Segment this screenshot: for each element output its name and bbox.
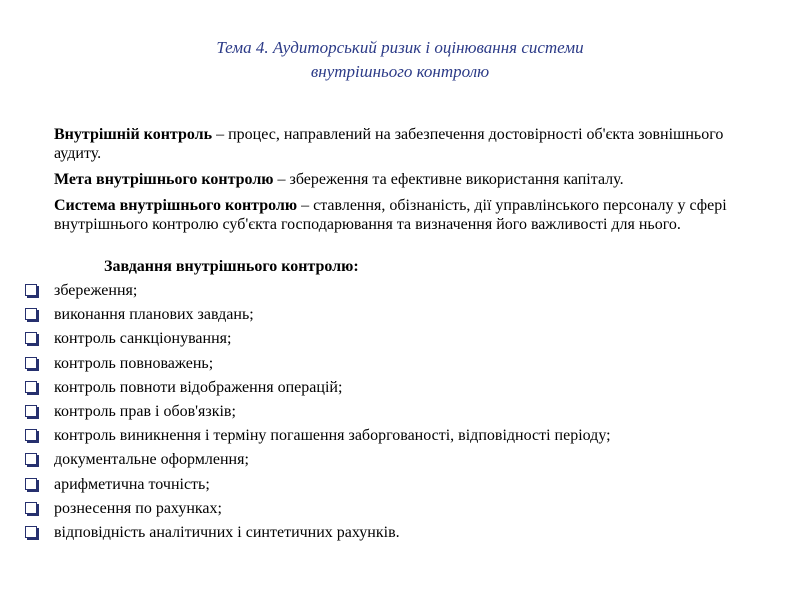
- list-item: [0, 523, 800, 547]
- hollow-square-bullet-icon: [25, 332, 37, 344]
- hollow-square-bullet-icon: [25, 502, 37, 514]
- definition-term: Система внутрішнього контролю: [54, 197, 298, 214]
- definition-control-goal: [54, 170, 774, 189]
- definition-term: Внутрішній контроль: [54, 126, 213, 143]
- list-item-label: збереження;: [54, 282, 138, 299]
- hollow-square-bullet-icon: [25, 381, 37, 393]
- list-item: [0, 281, 800, 305]
- hollow-square-bullet-icon: [25, 284, 37, 296]
- definitions-block: [54, 125, 774, 241]
- list-item-label: контроль прав і обов'язків;: [54, 402, 236, 420]
- list-item: [0, 402, 800, 426]
- hollow-square-bullet-icon: [25, 526, 37, 538]
- list-item-label: контроль повноти відображення операцій;: [54, 378, 343, 396]
- hollow-square-bullet-icon: [25, 405, 37, 417]
- list-item-label: арифметична точність;: [54, 475, 210, 493]
- definition-text: – процес, направлений на забезпечення достовірності об'єкта зовнішнього аудиту.: [54, 126, 724, 162]
- hollow-square-bullet-icon: [25, 357, 37, 369]
- hollow-square-bullet-icon: [25, 429, 37, 441]
- list-item: [0, 475, 800, 499]
- slide-title-line-2: внутрішнього контролю: [310, 62, 490, 81]
- tasks-heading: Завдання внутрішнього контролю:: [104, 258, 359, 275]
- list-item: [0, 499, 800, 523]
- list-item: [0, 305, 800, 329]
- hollow-square-bullet-icon: [25, 453, 37, 465]
- list-item: [0, 329, 800, 353]
- slide-title: [100, 36, 700, 84]
- list-item-label: рознесення по рахунках;: [54, 499, 222, 517]
- definition-text: – збереження та ефективне використання капіталу.: [273, 171, 624, 188]
- definition-internal-control: [54, 125, 774, 163]
- list-item-label: контроль виникнення і терміну погашення заборгованості, відповідності періоду;: [54, 427, 611, 445]
- list-item: [0, 426, 800, 450]
- tasks-list: [0, 281, 800, 547]
- list-item-label: контроль повноважень;: [54, 354, 214, 372]
- list-item-label: виконання планових завдань;: [54, 306, 254, 324]
- list-item: [0, 378, 800, 402]
- list-item: [0, 354, 800, 378]
- slide-title-line-1: Тема 4. Аудиторський ризик і оцінювання системи: [216, 38, 584, 57]
- list-item: [0, 450, 800, 474]
- hollow-square-bullet-icon: [25, 308, 37, 320]
- definition-term: Мета внутрішнього контролю: [54, 171, 274, 188]
- hollow-square-bullet-icon: [25, 478, 37, 490]
- list-item-label: контроль санкціонування;: [54, 330, 232, 348]
- list-item-label: відповідність аналітичних і синтетичних рахунків.: [54, 523, 400, 541]
- definition-control-system: [54, 196, 774, 234]
- definition-text: – ставлення, обізнаність, дії управлінського персоналу у сфері внутрішнього контролю суб'єкта господарювання та визначення його важливості для нього.: [54, 197, 727, 233]
- list-item-label: документальне оформлення;: [54, 451, 249, 469]
